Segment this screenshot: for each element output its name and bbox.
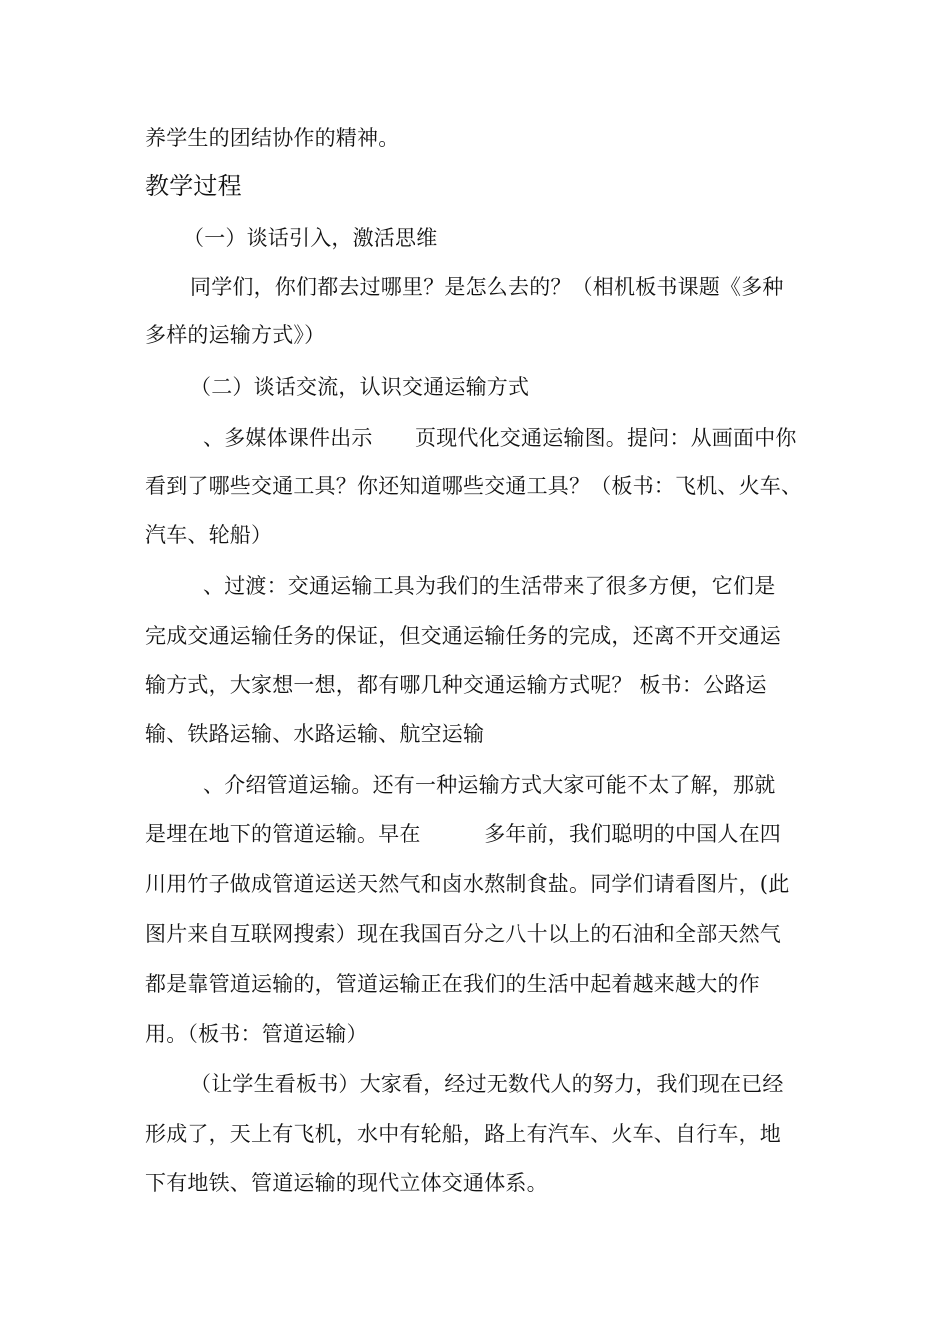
paragraph-line: 完成交通运输任务的保证，但交通运输任务的完成，还离不开交通运 — [145, 624, 781, 648]
paragraph-line: 、多媒体课件出示 页现代化交通运输图。提问：从画面中你 — [203, 426, 797, 450]
subsection-heading: （一）谈话引入，激活思维 — [183, 226, 438, 250]
subsection-heading: （二）谈话交流，认识交通运输方式 — [190, 375, 530, 399]
paragraph-line: 同学们，你们都去过哪里？是怎么去的？（相机板书课题《多种 — [190, 275, 784, 299]
paragraph-line: 形成了，天上有飞机，水中有轮船，路上有汽车、火车、自行车，地 — [145, 1122, 781, 1146]
paragraph-line: 、介绍管道运输。还有一种运输方式大家可能不太了解，那就 — [203, 773, 776, 797]
paragraph-line: 多样的运输方式》） — [145, 323, 326, 347]
paragraph-line: 、过渡：交通运输工具为我们的生活带来了很多方便，它们是 — [203, 574, 776, 598]
paragraph-line: 下有地铁、管道运输的现代立体交通体系。 — [145, 1171, 548, 1195]
paragraph-line: 汽车、轮船） — [145, 523, 273, 547]
paragraph-line: 是埋在地下的管道运输。早在 多年前，我们聪明的中国人在四 — [145, 822, 781, 846]
paragraph-line: 养学生的团结协作的精神。 — [145, 126, 400, 150]
paragraph-line: 看到了哪些交通工具？你还知道哪些交通工具？（板书：飞机、火车、 — [145, 474, 803, 498]
paragraph-line: 输、铁路运输、水路运输、航空运输 — [145, 722, 485, 746]
paragraph-line: 图片来自互联网搜索）现在我国百分之八十以上的石油和全部天然气 — [145, 922, 781, 946]
paragraph-line: 川用竹子做成管道运送天然气和卤水熬制食盐。同学们请看图片，(此 — [145, 872, 790, 896]
paragraph-line: 用。（板书：管道运输） — [145, 1022, 368, 1046]
paragraph-line: 都是靠管道运输的，管道运输正在我们的生活中起着越来越大的作 — [145, 972, 760, 996]
section-heading: 教学过程 — [145, 172, 242, 200]
paragraph-line: （让学生看板书）大家看，经过无数代人的努力，我们现在已经 — [190, 1072, 784, 1096]
paragraph-line: 输方式，大家想一想，都有哪几种交通运输方式呢？ 板书：公路运 — [145, 673, 767, 697]
